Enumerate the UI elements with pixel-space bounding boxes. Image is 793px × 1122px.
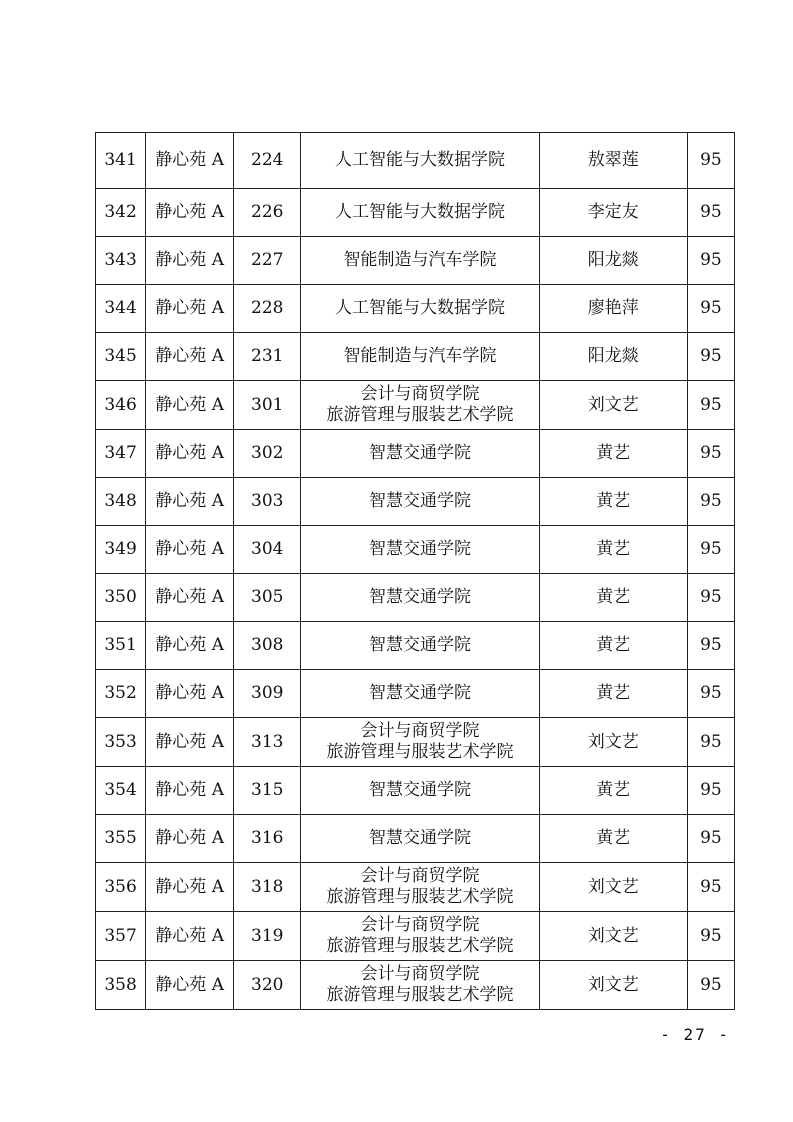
room-cell: 227 bbox=[234, 237, 301, 285]
row-number-cell: 341 bbox=[96, 133, 146, 189]
score-cell: 95 bbox=[687, 912, 734, 961]
building-cell: 静心苑 A bbox=[146, 189, 234, 237]
table-row bbox=[96, 863, 735, 912]
score-cell: 95 bbox=[687, 670, 734, 718]
college-cell bbox=[301, 381, 539, 430]
room-cell: 303 bbox=[234, 478, 301, 526]
score-cell: 95 bbox=[687, 237, 734, 285]
college-cell bbox=[301, 478, 539, 526]
row-number-cell: 345 bbox=[96, 333, 146, 381]
room-cell: 224 bbox=[234, 133, 301, 189]
score-cell: 95 bbox=[687, 285, 734, 333]
college-cell bbox=[301, 863, 539, 912]
teacher-cell: 阳龙燚 bbox=[539, 237, 687, 285]
row-number-cell: 351 bbox=[96, 622, 146, 670]
row-number-cell: 346 bbox=[96, 381, 146, 430]
room-cell: 226 bbox=[234, 189, 301, 237]
college-name: 智慧交通学院 bbox=[368, 683, 471, 703]
table-row bbox=[96, 526, 735, 574]
college-cell bbox=[301, 912, 539, 961]
table-row bbox=[96, 285, 735, 333]
table-row bbox=[96, 430, 735, 478]
college-name: 智慧交通学院 bbox=[368, 828, 471, 848]
college-cell bbox=[301, 285, 539, 333]
college-name: 会计与商贸学院 bbox=[360, 384, 480, 404]
college-cell bbox=[301, 237, 539, 285]
teacher-cell: 黄艺 bbox=[539, 526, 687, 574]
score-cell: 95 bbox=[687, 381, 734, 430]
teacher-cell: 刘文艺 bbox=[539, 381, 687, 430]
college-name: 旅游管理与服装艺术学院 bbox=[326, 887, 514, 907]
college-name: 智能制造与汽车学院 bbox=[343, 250, 497, 270]
college-name: 旅游管理与服装艺术学院 bbox=[326, 936, 514, 956]
teacher-cell: 刘文艺 bbox=[539, 863, 687, 912]
room-cell: 305 bbox=[234, 574, 301, 622]
row-number-cell: 344 bbox=[96, 285, 146, 333]
teacher-cell: 阳龙燚 bbox=[539, 333, 687, 381]
college-cell bbox=[301, 622, 539, 670]
building-cell: 静心苑 A bbox=[146, 526, 234, 574]
building-cell: 静心苑 A bbox=[146, 718, 234, 767]
college-name: 智慧交通学院 bbox=[368, 443, 471, 463]
score-cell: 95 bbox=[687, 767, 734, 815]
teacher-cell: 黄艺 bbox=[539, 478, 687, 526]
building-cell: 静心苑 A bbox=[146, 285, 234, 333]
building-cell: 静心苑 A bbox=[146, 815, 234, 863]
table-row bbox=[96, 333, 735, 381]
teacher-cell: 刘文艺 bbox=[539, 912, 687, 961]
building-cell: 静心苑 A bbox=[146, 574, 234, 622]
college-cell bbox=[301, 333, 539, 381]
college-name: 会计与商贸学院 bbox=[360, 721, 480, 741]
college-name: 会计与商贸学院 bbox=[360, 915, 480, 935]
college-cell bbox=[301, 670, 539, 718]
page-number: - 27 - bbox=[660, 1025, 730, 1044]
table-body bbox=[96, 133, 735, 1010]
college-name: 人工智能与大数据学院 bbox=[334, 202, 505, 222]
room-cell: 316 bbox=[234, 815, 301, 863]
building-cell: 静心苑 A bbox=[146, 622, 234, 670]
teacher-cell: 廖艳萍 bbox=[539, 285, 687, 333]
college-name: 人工智能与大数据学院 bbox=[334, 298, 505, 318]
room-cell: 231 bbox=[234, 333, 301, 381]
college-cell bbox=[301, 574, 539, 622]
college-name: 旅游管理与服装艺术学院 bbox=[326, 742, 514, 762]
score-cell: 95 bbox=[687, 333, 734, 381]
college-cell bbox=[301, 718, 539, 767]
college-name: 会计与商贸学院 bbox=[360, 964, 480, 984]
row-number-cell: 350 bbox=[96, 574, 146, 622]
score-cell: 95 bbox=[687, 430, 734, 478]
row-number-cell: 349 bbox=[96, 526, 146, 574]
row-number-cell: 357 bbox=[96, 912, 146, 961]
college-name: 旅游管理与服装艺术学院 bbox=[326, 405, 514, 425]
row-number-cell: 356 bbox=[96, 863, 146, 912]
teacher-cell: 敖翠莲 bbox=[539, 133, 687, 189]
table-row bbox=[96, 912, 735, 961]
room-cell: 302 bbox=[234, 430, 301, 478]
teacher-cell: 黄艺 bbox=[539, 815, 687, 863]
building-cell: 静心苑 A bbox=[146, 767, 234, 815]
score-cell: 95 bbox=[687, 863, 734, 912]
table-row bbox=[96, 961, 735, 1010]
building-cell: 静心苑 A bbox=[146, 333, 234, 381]
room-cell: 315 bbox=[234, 767, 301, 815]
row-number-cell: 354 bbox=[96, 767, 146, 815]
building-cell: 静心苑 A bbox=[146, 961, 234, 1010]
teacher-cell: 刘文艺 bbox=[539, 961, 687, 1010]
row-number-cell: 343 bbox=[96, 237, 146, 285]
table-row bbox=[96, 670, 735, 718]
score-cell: 95 bbox=[687, 961, 734, 1010]
table-row bbox=[96, 718, 735, 767]
row-number-cell: 347 bbox=[96, 430, 146, 478]
table-row bbox=[96, 574, 735, 622]
table-row bbox=[96, 767, 735, 815]
table-row bbox=[96, 189, 735, 237]
college-name: 智慧交通学院 bbox=[368, 491, 471, 511]
building-cell: 静心苑 A bbox=[146, 670, 234, 718]
score-cell: 95 bbox=[687, 189, 734, 237]
teacher-cell: 黄艺 bbox=[539, 767, 687, 815]
score-cell: 95 bbox=[687, 815, 734, 863]
room-cell: 301 bbox=[234, 381, 301, 430]
room-cell: 313 bbox=[234, 718, 301, 767]
table-row bbox=[96, 381, 735, 430]
college-name: 智慧交通学院 bbox=[368, 635, 471, 655]
row-number-cell: 352 bbox=[96, 670, 146, 718]
teacher-cell: 李定友 bbox=[539, 189, 687, 237]
college-cell bbox=[301, 767, 539, 815]
score-cell: 95 bbox=[687, 526, 734, 574]
room-cell: 319 bbox=[234, 912, 301, 961]
room-cell: 318 bbox=[234, 863, 301, 912]
college-cell bbox=[301, 815, 539, 863]
college-cell bbox=[301, 189, 539, 237]
row-number-cell: 353 bbox=[96, 718, 146, 767]
college-cell bbox=[301, 430, 539, 478]
college-cell bbox=[301, 961, 539, 1010]
college-name: 旅游管理与服装艺术学院 bbox=[326, 985, 514, 1005]
teacher-cell: 黄艺 bbox=[539, 574, 687, 622]
room-cell: 304 bbox=[234, 526, 301, 574]
table-row bbox=[96, 133, 735, 189]
college-name: 智慧交通学院 bbox=[368, 539, 471, 559]
teacher-cell: 黄艺 bbox=[539, 622, 687, 670]
college-name: 智慧交通学院 bbox=[368, 587, 471, 607]
room-cell: 228 bbox=[234, 285, 301, 333]
college-name: 智能制造与汽车学院 bbox=[343, 346, 497, 366]
score-cell: 95 bbox=[687, 574, 734, 622]
dorm-inspection-table bbox=[95, 132, 735, 1010]
row-number-cell: 342 bbox=[96, 189, 146, 237]
room-cell: 308 bbox=[234, 622, 301, 670]
teacher-cell: 刘文艺 bbox=[539, 718, 687, 767]
building-cell: 静心苑 A bbox=[146, 912, 234, 961]
table-row bbox=[96, 478, 735, 526]
college-cell bbox=[301, 133, 539, 189]
college-name: 智慧交通学院 bbox=[368, 780, 471, 800]
table-row bbox=[96, 815, 735, 863]
score-cell: 95 bbox=[687, 478, 734, 526]
row-number-cell: 355 bbox=[96, 815, 146, 863]
row-number-cell: 358 bbox=[96, 961, 146, 1010]
college-name: 会计与商贸学院 bbox=[360, 866, 480, 886]
college-cell bbox=[301, 526, 539, 574]
table-row bbox=[96, 622, 735, 670]
building-cell: 静心苑 A bbox=[146, 381, 234, 430]
building-cell: 静心苑 A bbox=[146, 133, 234, 189]
room-cell: 320 bbox=[234, 961, 301, 1010]
college-name: 人工智能与大数据学院 bbox=[334, 150, 505, 170]
row-number-cell: 348 bbox=[96, 478, 146, 526]
teacher-cell: 黄艺 bbox=[539, 430, 687, 478]
score-cell: 95 bbox=[687, 718, 734, 767]
building-cell: 静心苑 A bbox=[146, 237, 234, 285]
room-cell: 309 bbox=[234, 670, 301, 718]
table-row bbox=[96, 237, 735, 285]
building-cell: 静心苑 A bbox=[146, 863, 234, 912]
teacher-cell: 黄艺 bbox=[539, 670, 687, 718]
building-cell: 静心苑 A bbox=[146, 430, 234, 478]
score-cell: 95 bbox=[687, 133, 734, 189]
building-cell: 静心苑 A bbox=[146, 478, 234, 526]
score-cell: 95 bbox=[687, 622, 734, 670]
